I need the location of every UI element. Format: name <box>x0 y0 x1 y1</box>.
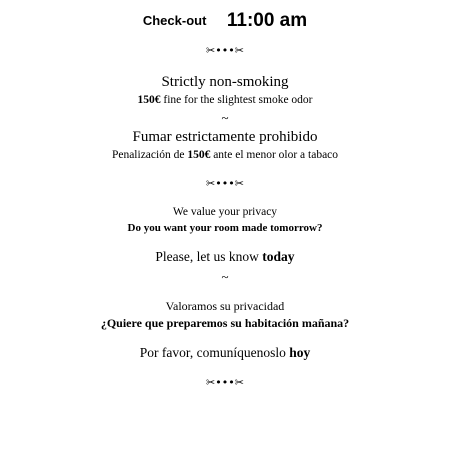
privacy-please-es <box>0 346 450 360</box>
checkout-label: Check-out <box>142 13 207 28</box>
scissors-dots-divider-icon: ✂•••✂ <box>206 44 244 57</box>
smoking-fine-amount-en: 150€ <box>137 94 161 106</box>
privacy-question-es: ¿Quiere que preparemos su habitación mañana? <box>100 316 350 330</box>
privacy-please-en <box>0 250 450 264</box>
privacy-please-text-es: Por favor, comuníquenoslo <box>139 345 290 360</box>
privacy-value-en: We value your privacy <box>172 206 278 218</box>
smoking-title-es: Fumar estrictamente prohibido <box>132 129 318 145</box>
scissors-dots-divider-icon: ✂•••✂ <box>206 177 244 190</box>
smoking-title-en: Strictly non-smoking <box>161 74 289 90</box>
smoking-fine-text-es: ante el menor olor a tabaco <box>210 149 339 161</box>
smoking-fine-prefix-es: Penalización de <box>111 149 188 161</box>
checkout-line <box>0 11 450 30</box>
checkout-time: 11:00 am <box>226 10 308 31</box>
scissors-dots-divider-icon: ✂•••✂ <box>206 376 244 389</box>
smoking-fine-amount-es: 150€ <box>187 149 211 161</box>
privacy-question-en: Do you want your room made tomorrow? <box>127 222 323 234</box>
language-separator: ~ <box>221 269 229 284</box>
privacy-please-text-en: Please, let us know <box>155 249 263 264</box>
smoking-fine-en <box>0 95 450 107</box>
privacy-please-emph-es: hoy <box>289 345 311 360</box>
language-separator: ~ <box>221 110 229 125</box>
privacy-value-es: Valoramos su privacidad <box>165 299 285 313</box>
smoking-fine-es <box>0 150 450 162</box>
privacy-please-emph-en: today <box>262 249 295 264</box>
smoking-fine-text-en: fine for the slightest smoke odor <box>160 94 313 106</box>
